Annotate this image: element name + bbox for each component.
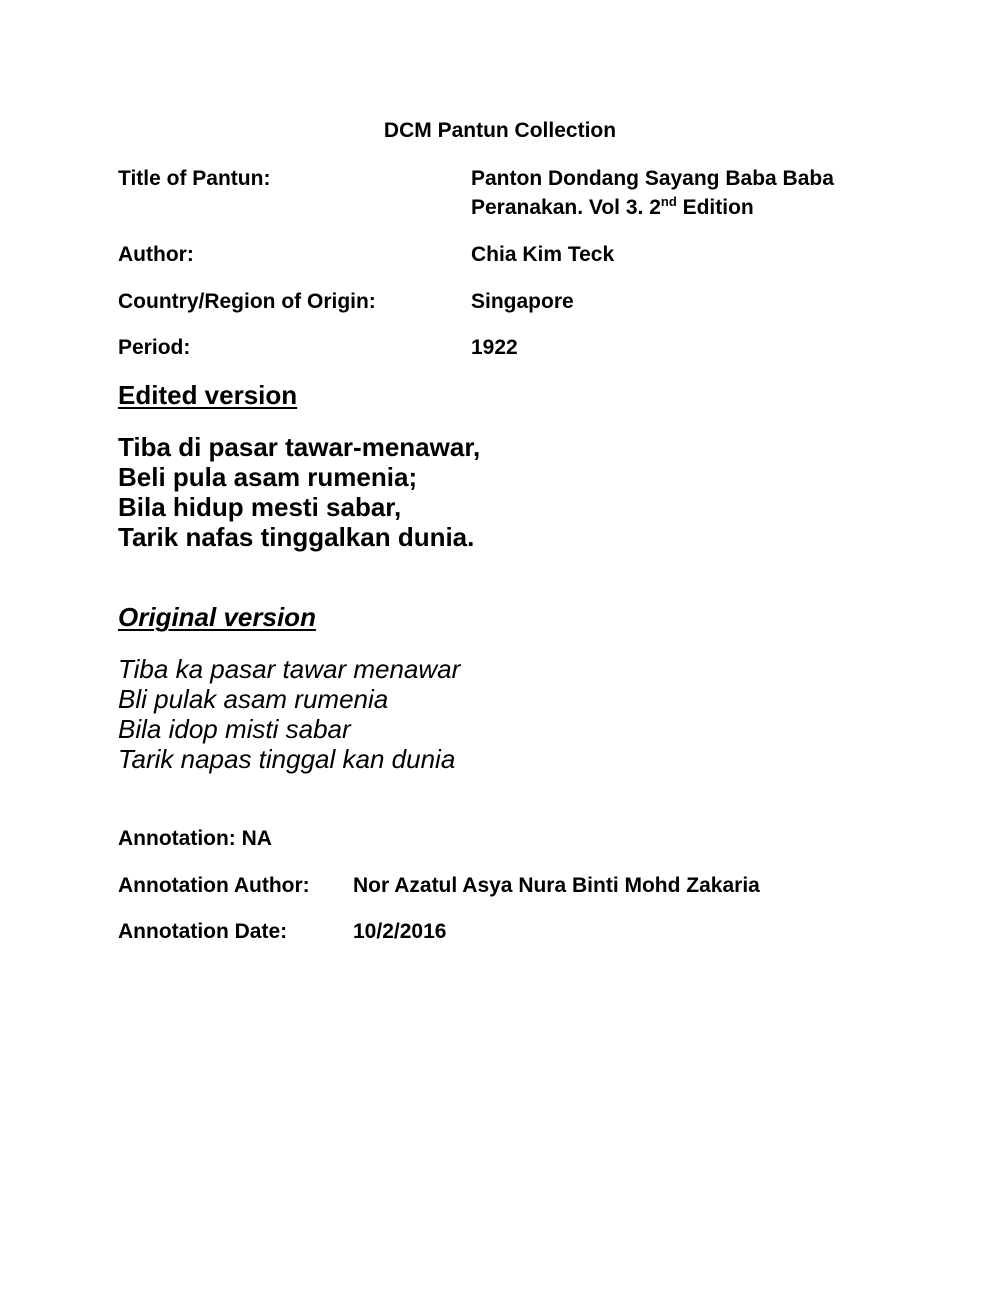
title-value-superscript: nd — [660, 194, 677, 209]
original-version-heading: Original version — [118, 602, 316, 632]
edited-line: Beli pula asam rumenia; — [118, 462, 418, 492]
title-value-line1: Panton Dondang Sayang Baba Baba — [471, 167, 834, 190]
original-line: Bila idop misti sabar — [118, 714, 351, 744]
edited-version-heading: Edited version — [118, 380, 298, 410]
annotation-author-label: Annotation Author: — [118, 874, 310, 897]
edited-line: Tiba di pasar tawar-menawar, — [118, 432, 481, 462]
original-line: Tiba ka pasar tawar menawar — [118, 654, 461, 684]
annotation-date-label: Annotation Date: — [118, 920, 288, 943]
page-title: DCM Pantun Collection — [383, 119, 617, 142]
origin-label: Country/Region of Origin: — [118, 290, 376, 313]
edited-version-stanza — [118, 432, 480, 552]
title-value-suffix: Edition — [676, 196, 754, 219]
title-value-prefix: Peranakan. Vol 3. 2 — [471, 196, 661, 219]
annotation-author-value: Nor Azatul Asya Nura Binti Mohd Zakaria — [353, 874, 760, 897]
author-label: Author: — [118, 243, 194, 266]
edited-line: Bila hidup mesti sabar, — [118, 492, 402, 522]
title-label: Title of Pantun: — [118, 167, 271, 190]
annotation-date-value: 10/2/2016 — [353, 920, 447, 943]
original-line: Tarik napas tinggal kan dunia — [118, 744, 456, 774]
original-line: Bli pulak asam rumenia — [118, 684, 389, 714]
origin-value: Singapore — [471, 290, 574, 313]
annotation-text: Annotation: NA — [118, 827, 272, 850]
title-value-line2 — [471, 193, 754, 223]
original-version-stanza — [118, 654, 460, 774]
period-value: 1922 — [471, 336, 518, 359]
author-value: Chia Kim Teck — [471, 243, 615, 266]
period-label: Period: — [118, 336, 191, 359]
edited-line: Tarik nafas tinggalkan dunia. — [118, 522, 475, 552]
